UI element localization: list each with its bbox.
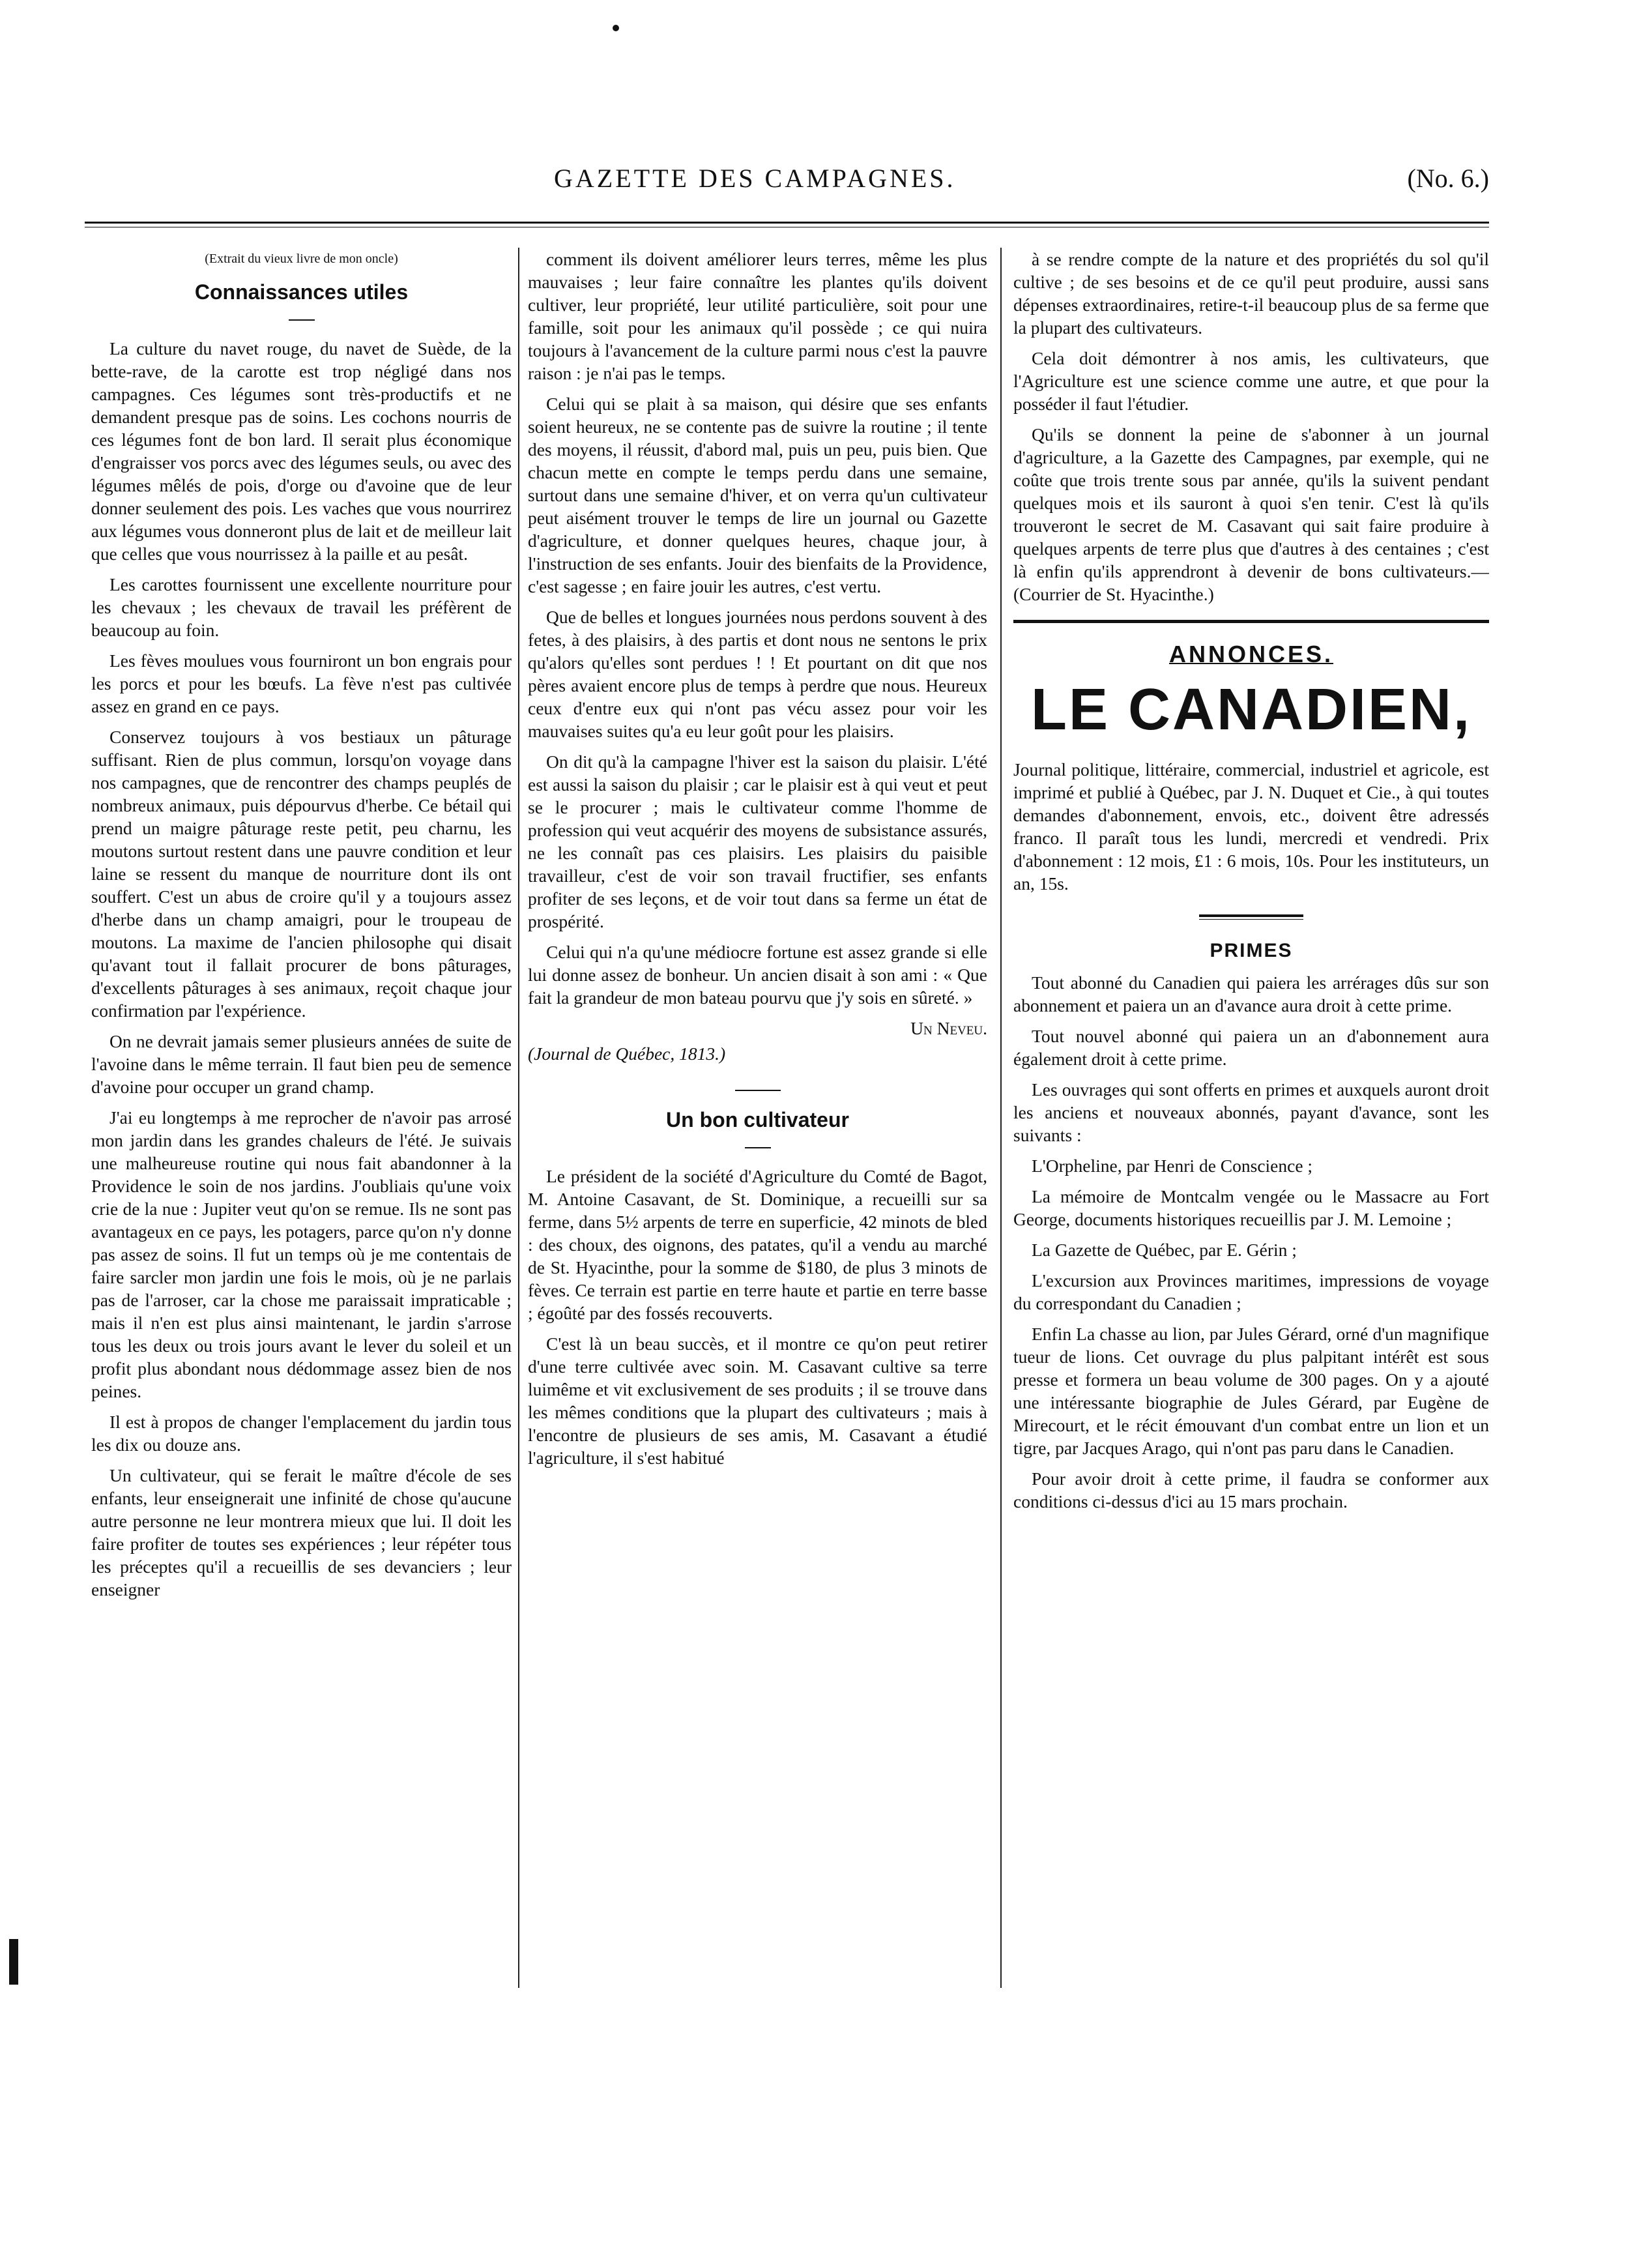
prime-item: La mémoire de Montcalm vengée ou le Massacre au Fort George, documents historiques recueillis par J. M. Lemoine ; [1013,1186,1489,1229]
primes-heading: PRIMES [1210,940,1293,961]
scan-margin-mark [9,1939,18,1985]
paragraph: Tout abonné du Canadien qui paiera les arrérages dûs sur son abonnement et paiera un an d'avance aura droit à cette prime. [1013,972,1489,1015]
paragraph: Qu'ils se donnent la peine de s'abonner à un journal d'agriculture, a la Gazette des Campagnes, par exemple, qui ne coûte que trois trente sous par année, qu'ils la suivent pendant quelques mois et ils sauront à quoi s'en tenir. C'est là qu'ils trouveront le secret de M. Casavant qui sait faire produire à quelques arpents de terre plus que d'autres à des centaines ; c'est là enfin qu'ils apprendront à devenir de bons cultivateurs.— (Courrier de St. Hyacinthe.) [1013,424,1489,604]
prime-item: L'excursion aux Provinces maritimes, impressions de voyage du correspondant du Canadien ; [1013,1270,1489,1313]
page-title: GAZETTE DES CAMPAGNES. [554,164,956,193]
paragraph: Les fèves moulues vous fourniront un bon engrais pour les porcs et pour les bœufs. La fève n'est pas cultivée assez en grand en ce pays. [91,650,512,716]
source-note: (Extrait du vieux livre de mon oncle) [205,252,398,266]
paragraph: comment ils doivent améliorer leurs terres, même les plus mauvaises ; leur faire connaître les plantes qu'ils doivent cultiver, leur propriété, leur utilité particulière, soit pour une famille, soit pour les animaux qu'il possède ; ce qui nuira toujours à l'avancement de la culture parmi nous c'est la pauvre raison : je n'ai pas le temps. [528,249,987,383]
column-3 [1013,248,1489,2216]
prime-item: La Gazette de Québec, par E. Gérin ; [1032,1240,1297,1260]
prime-item: L'Orpheline, par Henri de Conscience ; [1032,1156,1313,1176]
paragraph: Celui qui se plait à sa maison, qui désire que ses enfants soient heureux, ne se contente pas de suivre la routine ; il tente des moyens, il réussit, d'abord mal, puis un peu, puis bien. Que chacun mette en compte le temps perdu dans une semaine, surtout dans une semaine d'hiver, et on verra qu'un cultivateur peut aisément trouver le temps de lire un journal ou Gazette d'agriculture, et donner quelques heures, chaque jour, à l'instruction de ses enfants. Jouir des bienfaits de la Providence, c'est sagesse ; en faire jouir les autres, c'est vertu. [528,394,987,596]
paragraph: On dit qu'à la campagne l'hiver est la saison du plaisir. L'été est aussi la saison du plaisir ; car le plaisir est à qui veut et peut se le procurer ; mais le cultivateur comme l'homme de profession qui veut acquérir des moyens de subsistance assurés, ne les connaît pas ces plaisirs. Les plaisirs du paisible travailleur, c'est de voir son travail fructifier, ses enfants profiter de ses leçons, et de voir tout dans sa ferme un état de prospérité. [528,751,987,931]
paragraph: à se rendre compte de la nature et des propriétés du sol qu'il cultive ; de ses besoins et de ce qu'il peut produire, aussi sans dépenses extraordinaires, retire-t-il beaucoup plus de sa ferme que la plupart des cultivateurs. [1013,249,1489,338]
paragraph: J'ai eu longtemps à me reprocher de n'avoir pas arrosé mon jardin dans les grandes chaleurs de l'été. Je suivais une malheureuse routine qui nous fait abandonner à la Providence le soin de nos jardins. J'oubliais qu'une voix crie de la nue : Jupiter veut qu'on se remue. Ils ne sont pas avantageux en ce pays, les potagers, parce qu'on n'y donne pas assez de soins. Il fut un temps où je me contentais de faire sarcler mon jardin une fois le mois, où je ne parlais pas de l'arroser, car la chose me paraissait impraticable ; mais il n'en est plus ainsi maintenant, le jardin s'arrose tous les deux ou trois jours avant le lever du soleil et un profit plus abondant nous dédommage assez bien de nos peines. [91,1107,512,1401]
paragraph: Le président de la société d'Agriculture du Comté de Bagot, M. Antoine Casavant, de St. Dominique, a recueilli sur sa ferme, dans 5½ arpents de terre en superficie, 42 minots de bled : des choux, des oignons, des patates, qu'il a vendu au marché de St. Hyacinthe, pour la somme de $180, de plus 3 minots de fèves. Ce terrain est partie en terre haute et partie en terre basse ; égoûté par des fossés recouverts. [528,1166,987,1323]
separator-dash [528,1077,987,1100]
short-rule [1199,914,1303,920]
section-rule [1013,620,1489,623]
print-speck [613,25,619,31]
signature: Un Neveu. [910,1018,987,1038]
paragraph: Tout nouvel abonné qui paiera un an d'abonnement aura également droit à cette prime. [1013,1026,1489,1069]
paragraph: Cela doit démontrer à nos amis, les cultivateurs, que l'Agriculture est une science comme une autre, et que pour la posséder il faut l'étudier. [1013,348,1489,414]
paragraph: Que de belles et longues journées nous perdons souvent à des fetes, à des plaisirs, à des partis et dont nous ne sentons le prix qu'alors qu'elles sont perdues ! ! Et pourtant on dit que nos pères avaient encore plus de temps à perdre que nous. Heureux ceux d'entre eux qui n'ont pas vécu assez pour voir les mauvaises suites qu'a eu leur goût pour les plaisirs. [528,607,987,741]
paragraph: Pour avoir droit à cette prime, il faudra se conformer aux conditions ci-dessus d'ici au 15 mars prochain. [1013,1468,1489,1511]
column-2 [528,248,987,2216]
masthead [85,163,1489,202]
paragraph: On ne devrait jamais semer plusieurs années de suite de l'avoine dans le même terrain. Il faut bien peu de semence d'avoine pour occuper un grand champ. [91,1031,512,1097]
paragraph: Celui qui n'a qu'une médiocre fortune est assez grande si elle lui donne assez de bonheur. Un ancien disait à son ami : « Que fait la grandeur de mon bateau pourvu que j'y sois en sûreté. » [528,942,987,1008]
header-rule [85,222,1489,227]
article-heading-connaissances: Connaissances utiles [194,280,409,304]
issue-number: (No. 6.) [1407,164,1489,193]
ad-title: LE CANADIEN, [1030,677,1472,742]
ad-text: Journal politique, littéraire, commercial, industriel et agricole, est imprimé et publié à Québec, par J. N. Duquet et Cie., à qui toutes demandes d'abonnement, envois, etc., doivent être adressés franco. Il paraît tous les lundi, mercredi et vendredi. Prix d'abonnement : 12 mois, £1 : 6 mois, 10s. Pour les instituteurs, un an, 15s. [1013,759,1489,894]
column-rule-2 [1000,248,1002,1988]
heading-dash [91,306,512,329]
paragraph: Un cultivateur, qui se ferait le maître d'école de ses enfants, leur enseignerait une infinité de chose qu'aucune autre personne ne leur montrera mieux que lui. Il doit les faire profiter de toutes ses expériences ; leur répéter tous les préceptes qu'il a recueillis de ses devanciers ; leur enseigner [91,1465,512,1599]
column-1 [91,248,512,2216]
paragraph: Il est à propos de changer l'emplacement du jardin tous les dix ou douze ans. [91,1412,512,1455]
heading-dash [528,1134,987,1157]
article-heading-cultivateur: Un bon cultivateur [666,1108,849,1131]
paragraph: Les carottes fournissent une excellente nourriture pour les chevaux ; les chevaux de travail les préfèrent de beaucoup au foin. [91,574,512,640]
annonces-heading: ANNONCES. [1168,641,1334,667]
paragraph: Les ouvrages qui sont offerts en primes et auxquels auront droit les anciens et nouveaux abonnés, payant d'avance, sont les suivants : [1013,1079,1489,1145]
paragraph: C'est là un beau succès, et il montre ce qu'on peut retirer d'une terre cultivée avec soin. M. Casavant cultive sa terre luimême et vit exclusivement de ses produits ; il se trouve dans les mêmes conditions que la plupart des cultivateurs ; mais à l'encontre de plusieurs de ses amis, M. Casavant a étudié l'agriculture, il s'est habitué [528,1334,987,1468]
paragraph: La culture du navet rouge, du navet de Suède, de la bette-rave, de la carotte est trop négligé dans nos campagnes. Ces légumes sont très-productifs et ne demandent presque pas de soins. Les cochons nourris de ces légumes font de bon lard. Il serait plus économique d'engraisser vos porcs avec des légumes seuls, ou avec des légumes mêlés de pois, d'orge ou d'avoine que de leur donner seulement des pois. Les vaches que vous nourrirez aux légumes vous donneront plus de lait et de meilleur lait que celles que vous nourrissez à la paille et au pesât. [91,338,512,564]
source-citation: (Journal de Québec, 1813.) [528,1043,726,1064]
paragraph: Enfin La chasse au lion, par Jules Gérard, orné d'un magnifique tueur de lions. Cet ouvrage du plus palpitant intérêt est sous presse et formera un beau volume de 300 pages. On y a ajouté une intéressante biographie de Jules Gérard, par Eugène de Mirecourt, et le récit émouvant d'un combat entre un lion et un tigre, par Jacques Arago, qui n'ont pas paru dans le Canadien. [1013,1324,1489,1458]
paragraph: Conservez toujours à vos bestiaux un pâturage suffisant. Rien de plus commun, lorsqu'on voyage dans nos campagnes, que de rencontrer des champs peuplés de nombreux animaux, puis dépourvus d'herbe. Ce bétail qui prend un maigre pâturage reste petit, peu charnu, les moutons surtout restent dans une pauvre condition et leur laine se ressent du manque de nourriture dont ils ont souffert. C'est un abus de croire qu'il y a toujours assez d'herbe dans un champ amaigri, pour le troupeau de moutons. La maxime de l'ancien philosophe qui disait qu'avant tout il fallait procurer de bons pâturages, d'excellents pâturages à ses animaux, reçoit chaque jour confirmation par l'expérience. [91,727,512,1021]
column-rule-1 [518,248,519,1988]
